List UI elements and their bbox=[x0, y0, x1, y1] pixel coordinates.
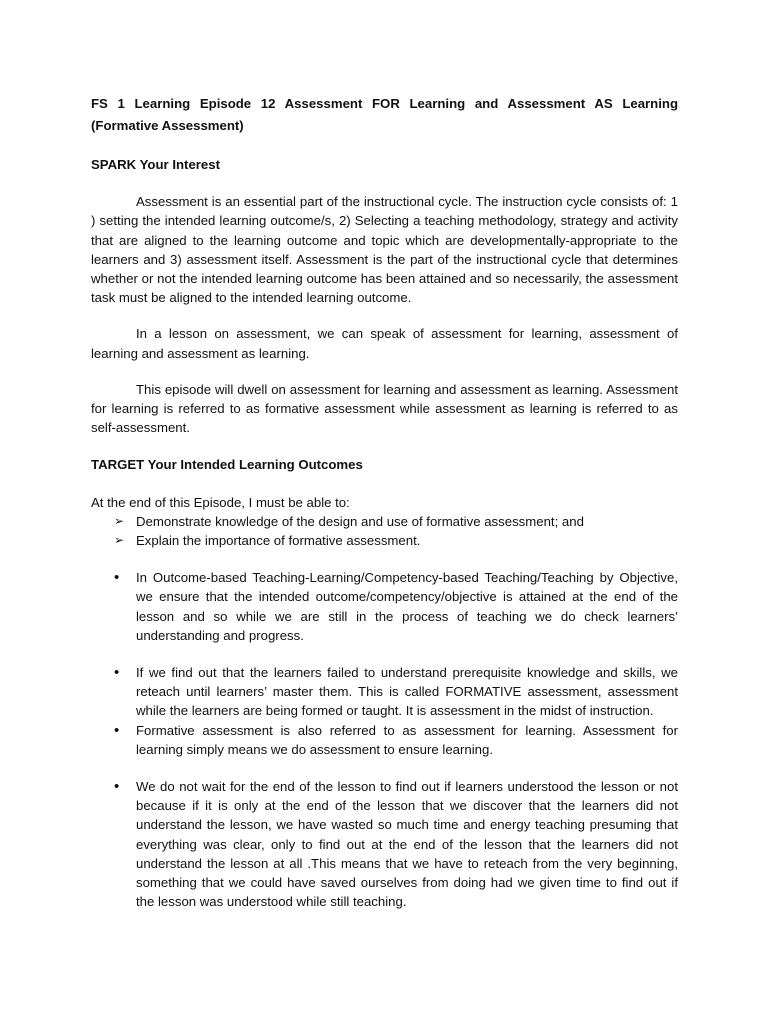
outcomes-list bbox=[91, 512, 678, 550]
spark-heading: SPARK Your Interest bbox=[91, 157, 220, 172]
list-item bbox=[91, 568, 678, 645]
spark-paragraph-3: This episode will dwell on assessment for learning and assessment as learning. Assessment for learning is referred to as formative assessment while assessment as learning is referred to as self-assessment. bbox=[91, 381, 678, 436]
bullet-icon: • bbox=[114, 778, 120, 796]
bullet-text: Formative assessment is also referred to as assessment for learning. Assessment for learning simply means we do assessment to ensure learning. bbox=[136, 722, 678, 757]
outcome-text: Demonstrate knowledge of the design and use of formative assessment; and bbox=[136, 513, 584, 529]
arrow-bullet-icon: ➢ bbox=[114, 533, 125, 548]
formative-bullet-list bbox=[91, 568, 678, 911]
bullet-text: We do not wait for the end of the lesson to find out if learners understood the lesson or not because if it is only at the end of the lesson that we discover that the learners did not understand the lesson, we have wasted so much time and energy teaching presuming that everything was clear, only to find out at the end of the lesson that the learners did not understand the lesson at all .This means that we have to reteach from the very beginning, something that we could have saved ourselves from doing had we given time to find out if the lesson was understood while still teaching. bbox=[136, 779, 678, 910]
bullet-icon: • bbox=[114, 569, 120, 587]
bullet-text: If we find out that the learners failed to understand prerequisite knowledge and skills, we reteach until learners’ master them. This is called FORMATIVE assessment, assessment while the learners are being formed or taught. It is assessment in the midst of instruction. bbox=[136, 665, 678, 719]
target-heading: TARGET Your Intended Learning Outcomes bbox=[91, 457, 363, 473]
list-item bbox=[91, 721, 678, 759]
list-item bbox=[91, 663, 678, 721]
arrow-bullet-icon: ➢ bbox=[114, 513, 125, 528]
bullet-icon: • bbox=[114, 664, 120, 682]
bullet-icon: • bbox=[114, 721, 120, 739]
target-intro: At the end of this Episode, I must be able to: bbox=[91, 494, 350, 510]
spark-paragraph-2: In a lesson on assessment, we can speak of assessment for learning, assessment of learning and assessment as learning. bbox=[91, 326, 678, 361]
list-item bbox=[91, 531, 678, 550]
list-item bbox=[91, 512, 678, 531]
document-title: FS 1 Learning Episode 12 Assessment FOR Learning and Assessment AS Learning (Formative Assessment) bbox=[91, 96, 678, 133]
bullet-text: In Outcome-based Teaching-Learning/Competency-based Teaching/Teaching by Objective, we ensure that the intended outcome/competency/objective is attained at the end of the lesson and so while we are still in the process of teaching we do check learners’ understanding and progress. bbox=[136, 570, 678, 643]
list-item bbox=[91, 777, 678, 911]
spark-paragraph-1: Assessment is an essential part of the instructional cycle. The instruction cycle consists of: 1 ) setting the intended learning outcome/s, 2) Selecting a teaching methodology, strategy and activity that are aligned to the learning outcome and topic which are developmentally-appropriate to the learners and 3) assessment itself. Assessment is the part of the instructional cycle that determines whether or not the intended learning outcome has been attained and so necessarily, the assessment task must be aligned to the intended learning outcome. bbox=[91, 194, 678, 306]
outcome-text: Explain the importance of formative assessment. bbox=[136, 533, 421, 549]
